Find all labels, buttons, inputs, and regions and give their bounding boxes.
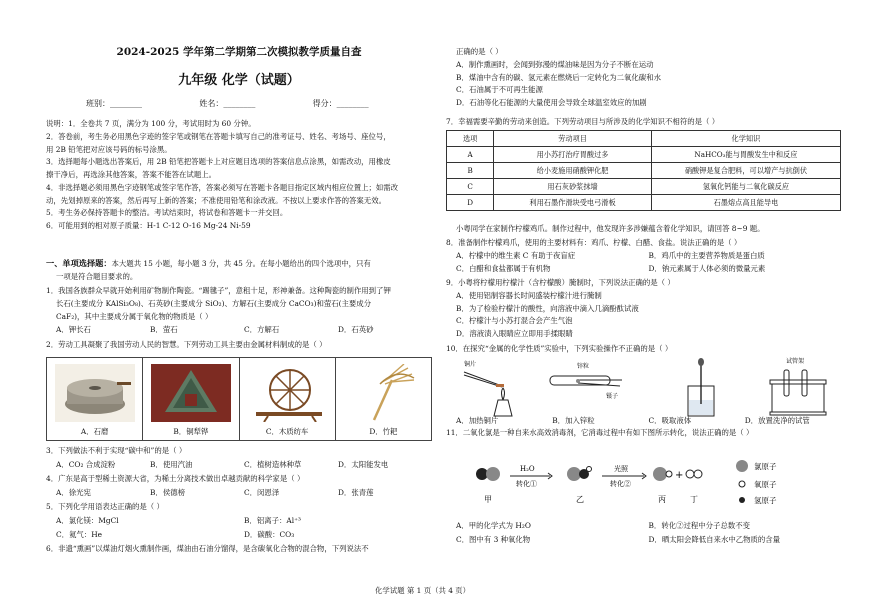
option-b[interactable]: B．加入锌粒 <box>552 416 595 425</box>
q2-image-row <box>46 357 432 441</box>
option-b[interactable]: B．侯德榜 <box>150 487 185 497</box>
page-footer: 化学试题 第 1 页（共 4 页） <box>375 586 471 595</box>
legend-hydrogen: 氢原子 <box>754 496 777 505</box>
instructions <box>46 119 432 231</box>
student-info-line <box>86 99 426 110</box>
option-a[interactable]: A．制作熏画时，会闻到弥漫的煤油味是因为分子不断在运动 <box>456 59 654 69</box>
q11-options-row-1 <box>446 521 841 531</box>
q8-options-row-2 <box>446 264 841 274</box>
q8-options-row-1 <box>446 251 841 261</box>
name-ding: 丁 <box>690 495 698 504</box>
instruction-line: 6．可能用到的相对原子质量：H-1 C-12 O-16 Mg-24 Ni-59 <box>46 221 251 231</box>
question-5 <box>46 502 432 539</box>
option-b[interactable]: B．为了检验柠檬汁的酸性，向溶液中滴入几滴酚酞试液 <box>456 303 639 313</box>
table-row[interactable] <box>447 163 841 179</box>
option-b[interactable]: B．铝离子：Al⁺³ <box>244 515 301 525</box>
option-a[interactable]: A．钾长石 <box>56 325 91 335</box>
name-yi: 乙 <box>576 495 584 504</box>
q2-option-d-cell[interactable] <box>336 358 431 440</box>
table-cell: 用石灰砂浆抹墙 <box>494 179 652 195</box>
q1-stem-line: 1．我国各族群众早就开始利用矿物制作陶瓷。“踢毽子”，意租十足，形神兼备。这种陶瓷的制作用到了钾 <box>46 286 391 295</box>
option-c[interactable]: C．氦气：He <box>56 529 103 539</box>
option-d[interactable]: D．溶液渍入眼睛应立即用手揉眼睛 <box>456 329 573 339</box>
option-a[interactable]: A．徐光宪 <box>56 487 91 497</box>
option-a[interactable]: A．使用铝制容器长时间盛装柠檬汁进行腌制 <box>456 290 602 300</box>
table-cell: 利用石墨作滑块受电弓滑板 <box>494 195 652 211</box>
question-1 <box>46 286 432 335</box>
figure-d-rack <box>770 370 826 415</box>
q10-options-row <box>446 416 841 426</box>
bamboo-rake-image <box>344 364 424 422</box>
q8-stem: 8．准备制作柠檬鸡爪，使用的主要材料有：鸡爪、柠檬、白醋、食盐。说法正确的是（ ） <box>446 238 742 247</box>
option-d[interactable]: D．碳酸：CO₃ <box>244 529 295 539</box>
q7-table <box>446 130 841 211</box>
spinning-wheel-image <box>248 364 328 422</box>
table-cell: D <box>447 195 494 211</box>
option-a[interactable]: A．氯化镁：MgCl <box>56 515 119 525</box>
q5-options-row-2 <box>46 530 432 540</box>
q4-stem: 4．广东是高于型稀土资源大省，为稀土分离技术做出卓越贡献的科学家是（ ） <box>46 474 305 483</box>
bronze-plow-image <box>151 364 231 422</box>
arrow2-label-bottom: 转化② <box>610 480 631 488</box>
name-field[interactable]: 姓名：________ <box>199 99 256 108</box>
score-field[interactable]: 得分：________ <box>312 99 369 108</box>
option-d[interactable]: D．晒太阳会降低自来水中乙物质的含量 <box>648 534 781 544</box>
table-row[interactable] <box>447 147 841 163</box>
option-c[interactable]: C．柠檬汁与小苏打混合会产生气泡 <box>456 316 573 326</box>
question-6-start <box>46 544 432 554</box>
arrow1-label-bottom: 转化① <box>516 480 537 488</box>
option-c[interactable]: C．闵恩泽 <box>244 487 280 497</box>
label-copper: 铜片 <box>464 361 477 368</box>
option-a[interactable]: A．柠檬中的维生素 C 有助于夜盲症 <box>456 250 576 260</box>
option-a[interactable]: A．加热铜片 <box>456 416 499 425</box>
figure-c-pipette <box>688 358 714 416</box>
name-jia: 甲 <box>484 495 492 504</box>
instruction-line: 动，先划掉原来的答案，然后再写上新的答案；不准使用铅笔和涂改液。不按以上要求作答的答案无效。 <box>46 195 386 205</box>
q2-option-a-cell[interactable] <box>47 358 143 440</box>
table-cell: A <box>447 147 494 163</box>
q5-options-row-1 <box>46 516 432 526</box>
intro-text: 小粤同学在家制作柠檬鸡爪。制作过程中，他发现许多涉嫌蕴含着化学知识，请回答 8~9 题。 <box>456 224 765 233</box>
question-7 <box>446 117 841 127</box>
name-bing: 丙 <box>658 495 666 504</box>
q1-options <box>46 325 432 335</box>
question-11 <box>446 428 841 438</box>
option-a[interactable]: A．CO₂ 合成淀粉 <box>56 459 116 469</box>
question-2 <box>46 340 432 350</box>
table-cell: C <box>447 179 494 195</box>
arrow1-label-top: H₂O <box>520 465 535 473</box>
question-9 <box>446 278 841 339</box>
plus-sign: + <box>675 470 684 481</box>
stone-mill-image <box>55 364 135 422</box>
q8-9-intro <box>446 224 841 234</box>
figure-a-heating <box>464 372 512 416</box>
section-desc: 本大题共 15 小题，每小题 3 分，共 45 分。在每小题给出的四个选项中，只有 <box>111 259 371 268</box>
q11-reaction-diagram <box>474 458 834 508</box>
exam-title: 2024-2025 学年第二学期第二次模拟教学质量自查 <box>116 46 362 58</box>
instruction-line: 用 2B 铅笔把对应该号码的标号涂黑。 <box>46 144 172 154</box>
option-d[interactable]: D．石英砂 <box>338 325 374 335</box>
molecule-bing <box>653 467 672 481</box>
table-header-cell: 劳动项目 <box>494 131 652 147</box>
section-heading: 一、单项选择题： <box>46 258 112 268</box>
option-d[interactable]: D．太阳能发电 <box>338 459 389 469</box>
instruction-line: 5．考生务必保持答题卡的整洁。考试结束时，将试卷和答题卡一并交回。 <box>46 208 288 218</box>
option-d[interactable]: D．钠元素属于人体必须的微量元素 <box>648 263 766 273</box>
q9-stem: 9．小粤将柠檬用柠檬汁（含柠檬酸）腌制时，下列说法正确的是（ ） <box>446 278 675 287</box>
molecule-yi <box>567 467 592 482</box>
q11-stem: 11．二氧化氯是一种自来水高效消毒剂，它消毒过程中有如下图所示转化，说法正确的是（ ） <box>446 428 754 437</box>
legend-chlorine: 氯原子 <box>754 462 777 471</box>
q7-stem: 7．幸福需要辛勤的劳动来创造。下列劳动项目与所涉及的化学知识不相符的是（ ） <box>446 117 720 126</box>
q6-stem-line: 6．非遗“熏画”以煤油灯烟火熏制作画，煤油由石油分馏得，是含碳氧化合物的混合物，下列说法不 <box>46 544 369 553</box>
q2-caption-d: D．竹耙 <box>369 427 398 437</box>
table-cell: B <box>447 163 494 179</box>
q10-apparatus-figures <box>450 356 840 418</box>
option-c[interactable]: C．图中有 3 种氧化物 <box>456 534 531 544</box>
arrow2-label-top: 光照 <box>614 465 628 473</box>
q4-options <box>46 488 432 498</box>
table-header-row <box>447 131 841 147</box>
label-zinc: 锌粒 <box>577 363 590 370</box>
exam-subtitle: 九年级 化学（试题） <box>178 73 300 88</box>
question-3 <box>46 446 432 470</box>
table-cell: 硝酸钾是复合肥料，可以增产与抗倒伏 <box>651 163 840 179</box>
q2-caption-b: B．铜犁铧 <box>173 427 209 437</box>
section-1-header <box>46 258 432 282</box>
table-cell: 石墨熔点高且能导电 <box>651 195 840 211</box>
option-b[interactable]: B．转化②过程中分子总数不变 <box>648 521 751 530</box>
question-6-continued <box>446 47 841 108</box>
q2-option-b-cell[interactable] <box>143 358 239 440</box>
q3-options <box>46 460 432 470</box>
label-rack: 试管架 <box>786 358 805 365</box>
q1-stem-line: CaF₂)，其中主要成分属于氧化物的物质是（ ） <box>56 311 213 321</box>
q5-stem: 5．下列化学用语表达正确的是（ ） <box>46 502 164 511</box>
option-c[interactable]: C．方解石 <box>244 325 280 335</box>
q2-option-c-cell[interactable] <box>240 358 336 440</box>
q2-caption-a: A．石磨 <box>80 427 109 437</box>
q2-stem: 2．劳动工具凝聚了我国劳动人民的智慧。下列劳动工具主要由金属材料制成的是（ ） <box>46 340 327 349</box>
option-d[interactable]: D．张青莲 <box>338 487 374 497</box>
q10-options <box>446 416 841 426</box>
instruction-line: 4．非选择题必须用黑色字迹钢笔或签字笔作答，答案必须写在答题卡各题目指定区域内相应位置上；如需改 <box>46 182 399 192</box>
q6-stem-line: 正确的是（ ） <box>456 47 503 56</box>
table-cell: 给小麦施用硝酸钾化肥 <box>494 163 652 179</box>
section-desc-2: 一项是符合题目要求的。 <box>56 271 138 281</box>
atom-legend <box>736 460 748 503</box>
instruction-line: 说明：1．全卷共 7 页，满分为 100 分，考试用时为 60 分钟。 <box>46 119 256 128</box>
table-header-cell: 化学知识 <box>651 131 840 147</box>
instruction-line: 3．选择题每小题选出答案后，用 2B 铅笔把答题卡上对应题目选项的答案信息点涂黑，如需改动，用橡皮 <box>46 157 391 167</box>
q11-options-row-2 <box>446 535 841 545</box>
question-4 <box>46 474 432 498</box>
table-cell: 用小苏打治疗胃酸过多 <box>494 147 652 163</box>
molecule-ding <box>686 470 702 478</box>
q2-caption-c: C．木质纺车 <box>265 427 309 437</box>
class-field[interactable]: 班别：________ <box>86 99 142 108</box>
q1-stem-line: 长石(主要成分 KAlSi₃O₈)、石英砂(主要成分 SiO₂)、方解石(主要成分 CaCO₃)和萤石(主要成分 <box>56 298 372 308</box>
option-d[interactable]: D．放置洗净的试管 <box>744 416 810 425</box>
option-a[interactable]: A．甲的化学式为 H₂O <box>456 521 531 530</box>
q11-options <box>446 521 841 545</box>
table-row[interactable] <box>447 179 841 195</box>
legend-oxygen: 氧原子 <box>754 480 777 489</box>
figure-b-zinc <box>550 376 622 386</box>
option-b[interactable]: B．鸡爪中的主要营养物质是蛋白质 <box>648 250 765 260</box>
instruction-line: 2．答卷前，考生务必用黑色字迹的签字笔或钢笔在答题卡填写自己的准考证号、姓名、考场号、座位号， <box>46 131 391 141</box>
molecule-jia <box>476 467 500 481</box>
option-c[interactable]: C．吸取液体 <box>648 416 692 425</box>
question-10 <box>446 344 841 354</box>
option-c[interactable]: C．植树造林种草 <box>244 459 302 469</box>
table-cell: 氢氧化钙能与二氧化碳反应 <box>651 179 840 195</box>
q3-stem: 3．下列做法不利于实现“碳中和”的是（ ） <box>46 446 187 455</box>
instruction-line: 擦干净后，再选涂其他答案，答案不能答在试题上。 <box>46 170 216 180</box>
table-row[interactable] <box>447 195 841 211</box>
q10-stem: 10．在探究“金属的化学性质”实验中，下列实验操作不正确的是（ ） <box>446 344 673 353</box>
table-header-cell: 选项 <box>447 131 494 147</box>
option-c[interactable]: C．石油属于不可再生能源 <box>456 85 543 95</box>
option-c[interactable]: C．白醋和食盐都属于有机物 <box>456 263 551 273</box>
option-d[interactable]: D．石油等化石能源的大量使用会导致全球温室效应的加剧 <box>456 98 647 108</box>
option-b[interactable]: B．萤石 <box>150 325 178 335</box>
option-b[interactable]: B．煤油中含有的碳、氢元素在燃烧后一定转化为二氧化碳和水 <box>456 72 661 82</box>
table-cell: NaHCO₃能与胃酸发生中和反应 <box>651 147 840 163</box>
option-b[interactable]: B．使用汽油 <box>150 459 193 469</box>
label-tweezers: 镊子 <box>606 393 619 400</box>
question-8 <box>446 238 841 273</box>
